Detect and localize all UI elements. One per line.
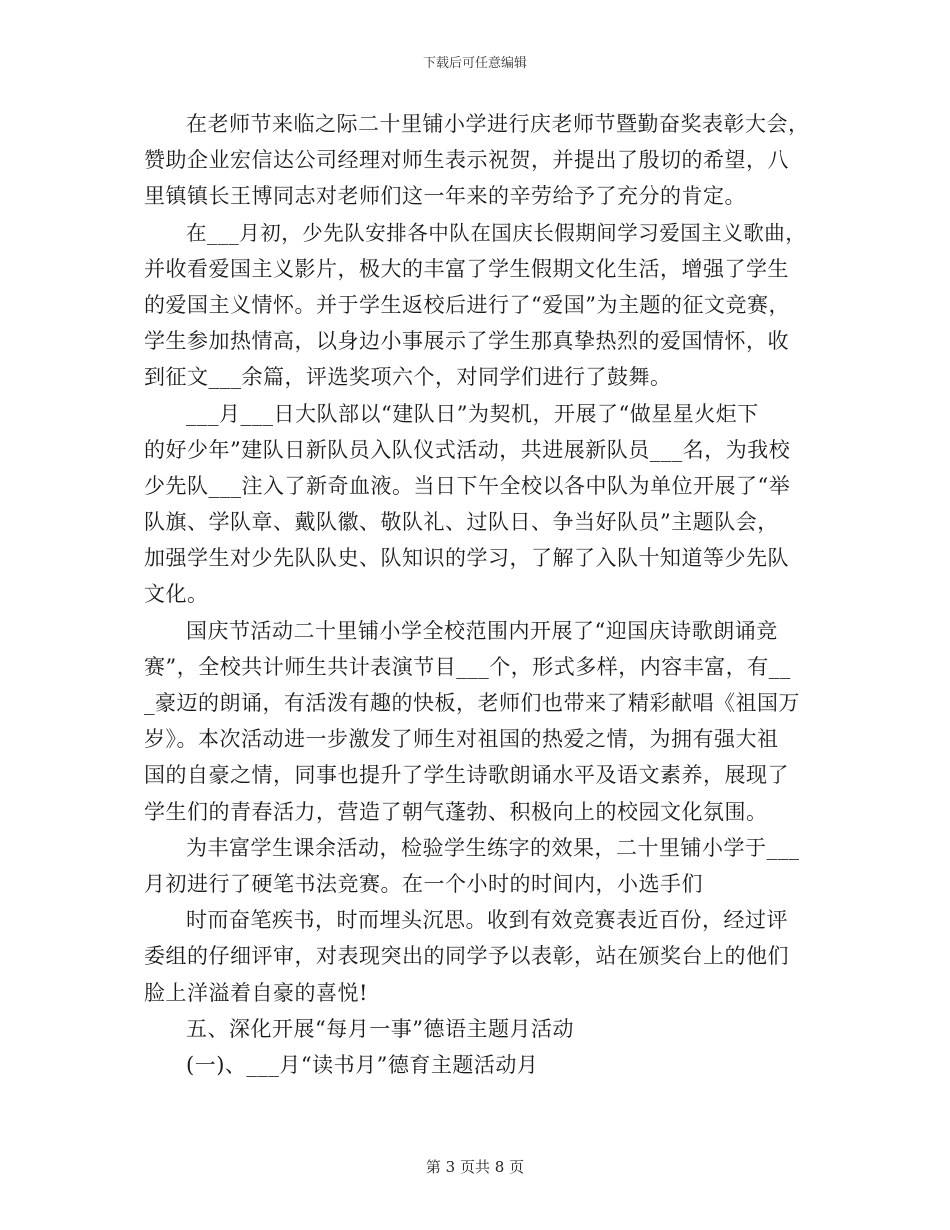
text-line: 学生参加热情高，以身边小事展示了学生那真挚热烈的爱国情怀，收 [144,329,789,354]
text-line: 的好少年”建队日新队员入队仪式活动，共进展新队员___名，为我校 [144,437,791,462]
text-line: 为丰富学生课余活动，检验学生练字的效果，二十里铺小学于___ [186,835,800,860]
text-line: 赛”，全校共计师生共计表演节目___个，形式多样，内容丰富，有__ [144,654,791,679]
text-line: 并收看爱国主义影片，极大的丰富了学生假期文化生活，增强了学生 [144,256,789,281]
text-line: 加强学生对少先队队史、队知识的学习，了解了入队十知道等少先队 [144,546,789,571]
text-line: 队旗、学队章、戴队徽、敬队礼、过队日、争当好队员”主题队会， [144,510,779,535]
text-line: 到征文___余篇，评选奖项六个，对同学们进行了鼓舞。 [144,365,672,390]
text-line: 五、深化开展“每月一事”德语主题月活动 [186,1016,574,1041]
text-line: 岁》。本次活动进一步激发了师生对祖国的热爱之情，为拥有强大祖 [144,727,779,752]
text-line: 学生们的青春活力，营造了朝气蓬勃、积极向上的校园文化氛围。 [144,799,768,824]
text-line: 月初进行了硬笔书法竞赛。在一个小时的时间内，小选手们 [144,871,703,896]
text-line: 的爱国主义情怀。并于学生返校后进行了“爱国”为主题的征文竞赛， [144,292,790,317]
text-line: 时而奋笔疾书，时而埋头沉思。收到有效竞赛表近百份，经过评 [186,908,788,933]
text-line: _豪迈的朗诵，有活泼有趣的快板，老师们也带来了精彩献唱《祖国万 [144,691,800,715]
document-body [144,106,814,1083]
text-line: 国的自豪之情，同事也提升了学生诗歌朗诵水平及语文素养，展现了 [144,763,789,788]
text-line: ___月___日大队部以“建队日”为契机，开展了“做星星火炬下 [186,401,759,426]
text-line: 委组的仔细评审，对表现突出的同学予以表彰，站在颁奖台上的他们 [144,944,789,969]
text-line: 在老师节来临之际二十里铺小学进行庆老师节暨勤奋奖表彰大会， [186,112,810,136]
page-header-note: 下载后可任意编辑 [422,56,527,71]
text-line: 脸上洋溢着自豪的喜悦! [144,980,368,1005]
page-number: 第 3 页共 8 页 [425,1158,525,1176]
text-line: (一)、___月“读书月”德育主题活动月 [186,1052,539,1077]
text-line: 里镇镇长王博同志对老师们这一年来的辛劳给予了充分的肯定。 [144,184,746,209]
text-line: 少先队___注入了新奇血液。当日下午全校以各中队为单位开展了“举 [144,473,791,498]
text-line: 在___月初，少先队安排各中队在国庆长假期间学习爱国主义歌曲， [186,220,807,245]
text-line: 文化。 [144,582,209,607]
text-line: 国庆节活动二十里铺小学全校范围内开展了“迎国庆诗歌朗诵竞 [186,618,778,643]
text-line: 赞助企业宏信达公司经理对师生表示祝贺，并提出了殷切的希望，八 [144,148,789,173]
